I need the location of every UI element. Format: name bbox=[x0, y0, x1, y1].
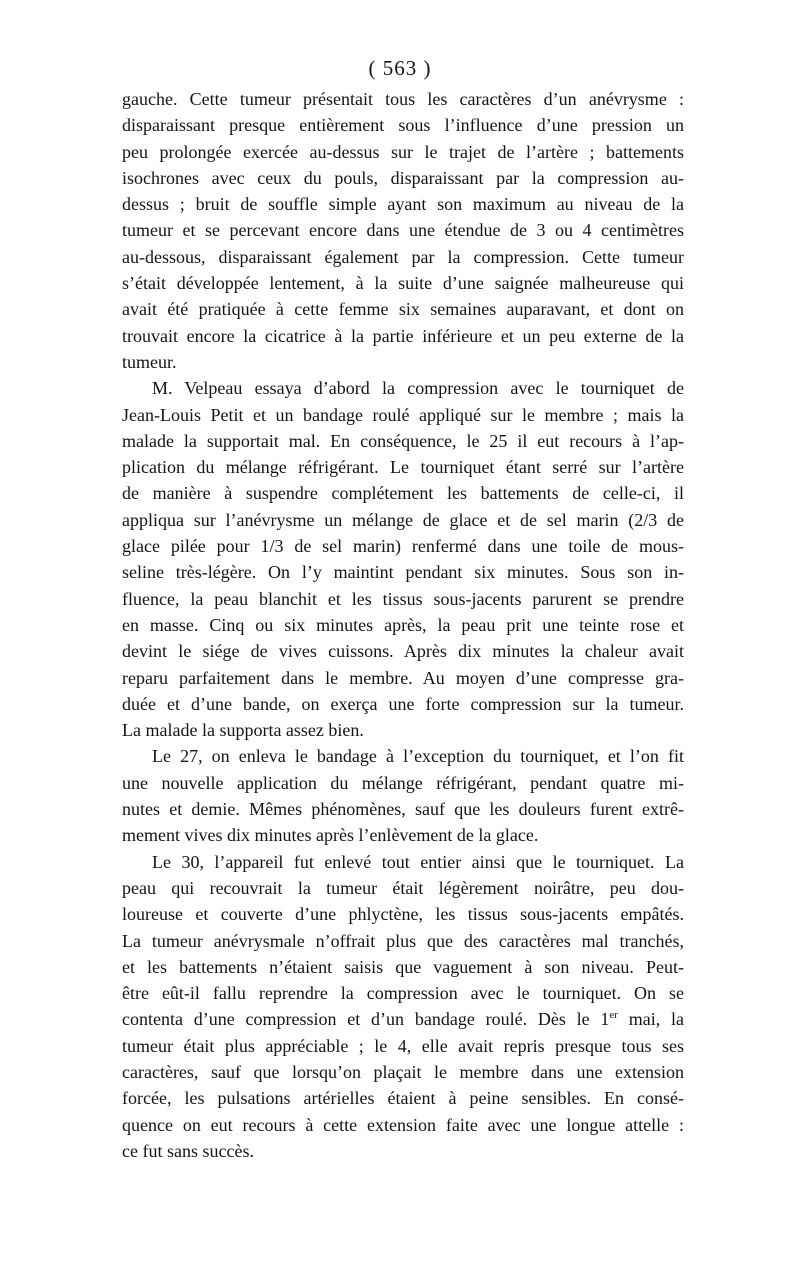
text-line: devint le siége de vives cuissons. Après dix minutes la chaleur avait bbox=[122, 641, 684, 662]
text-line: isochrones avec ceux du pouls, disparaissant par la compression au- bbox=[122, 167, 684, 188]
text-line: forcée, les pulsations artérielles étaient à peine sensibles. En consé- bbox=[122, 1088, 684, 1109]
paragraph-last-line: ce fut sans succès. bbox=[122, 1140, 254, 1161]
text-line: disparaissant presque entièrement sous l’influence d’une pression un bbox=[122, 115, 684, 136]
text-line: en masse. Cinq ou six minutes après, la peau prit une teinte rose et bbox=[122, 614, 684, 635]
text-line: dessus ; bruit de souffle simple ayant son maximum au niveau de la bbox=[122, 194, 684, 215]
text-line: gauche. Cette tumeur présentait tous les caractères d’un anévrysme : bbox=[122, 89, 684, 109]
text-line: tumeur était plus appréciable ; le 4, elle avait repris presque tous ses bbox=[122, 1035, 684, 1056]
line-text: contenta d’une compression et d’un bandage roulé. Dès le 1 bbox=[122, 1009, 610, 1030]
text-line: Jean-Louis Petit et un bandage roulé appliqué sur le membre ; mais la bbox=[122, 404, 684, 425]
text-line: une nouvelle application du mélange réfrigérant, pendant quatre mi- bbox=[122, 772, 684, 793]
text-line: glace pilée pour 1/3 de sel marin) renfermé dans une toile de mous- bbox=[122, 536, 684, 557]
paragraph-last-line: mement vives dix minutes après l’enlèvement de la glace. bbox=[122, 825, 539, 846]
text-line: au-dessous, disparaissant également par la compression. Cette tumeur bbox=[122, 246, 684, 267]
text-line: reparu parfaitement dans le membre. Au moyen d’une compresse gra- bbox=[122, 667, 684, 688]
text-line: fluence, la peau blanchit et les tissus sous-jacents parurent se prendre bbox=[122, 588, 684, 609]
body-text bbox=[122, 86, 684, 1164]
text-line: duée et d’une bande, on exerça une forte compression sur la tumeur. bbox=[122, 693, 684, 714]
paragraph-first-line: Le 30, l’appareil fut enlevé tout entier ainsi que le tourniquet. La bbox=[152, 851, 684, 872]
text-line: caractères, sauf que lorsqu’on plaçait le membre dans une extension bbox=[122, 1061, 684, 1082]
text-line: appliqua sur l’anévrysme un mélange de glace et de sel marin (2/3 de bbox=[122, 509, 684, 530]
text-line: être eût-il fallu reprendre la compression avec le tourniquet. On se bbox=[122, 983, 684, 1004]
paragraph-first-line: Le 27, on enleva le bandage à l’exception du tourniquet, et l’on fit bbox=[152, 746, 684, 767]
text-line: avait été pratiquée à cette femme six semaines auparavant, et dont on bbox=[122, 299, 684, 320]
text-line: tumeur et se percevant encore dans une étendue de 3 ou 4 centimètres bbox=[122, 220, 684, 241]
paragraph-first-line: M. Velpeau essaya d’abord la compression avec le tourniquet de bbox=[152, 378, 684, 399]
text-line: La tumeur anévrysmale n’offrait plus que des caractères mal tranchés, bbox=[122, 930, 684, 951]
line-text-tail: mai, la bbox=[617, 1009, 684, 1030]
text-line: loureuse et couverte d’une phlyctène, les tissus sous-jacents empâtés. bbox=[122, 904, 684, 925]
text-line: de manière à suspendre complétement les battements de celle-ci, il bbox=[122, 483, 684, 504]
text-line: seline très-légère. On l’y maintint pendant six minutes. Sous son in- bbox=[122, 562, 684, 583]
text-line: trouvait encore la cicatrice à la partie inférieure et un peu externe de la bbox=[122, 325, 684, 346]
text-line: peu prolongée exercée au-dessus sur le trajet de l’artère ; battements bbox=[122, 141, 684, 162]
paragraph-last-line: La malade la supporta assez bien. bbox=[122, 720, 364, 741]
text-line: malade la supportait mal. En conséquence, le 25 il eut recours à l’ap- bbox=[122, 430, 684, 451]
text-line: quence on eut recours à cette extension faite avec une longue attelle : bbox=[122, 1114, 684, 1135]
superscript: er bbox=[609, 1009, 618, 1022]
text-line-with-superscript bbox=[122, 1006, 684, 1032]
text-line: nutes et demie. Mêmes phénomènes, sauf que les douleurs furent extrê- bbox=[122, 799, 684, 820]
text-line: et les battements n’étaient saisis que vaguement à son niveau. Peut- bbox=[122, 956, 684, 977]
paragraph-last-line: tumeur. bbox=[122, 351, 177, 372]
text-line: s’était développée lentement, à la suite d’une saignée malheureuse qui bbox=[122, 273, 684, 294]
page-number: ( 563 ) bbox=[368, 56, 432, 80]
text-line: peau qui recouvrait la tumeur était légèrement noirâtre, peu dou- bbox=[122, 877, 684, 898]
text-line: plication du mélange réfrigérant. Le tourniquet étant serré sur l’artère bbox=[122, 457, 684, 478]
